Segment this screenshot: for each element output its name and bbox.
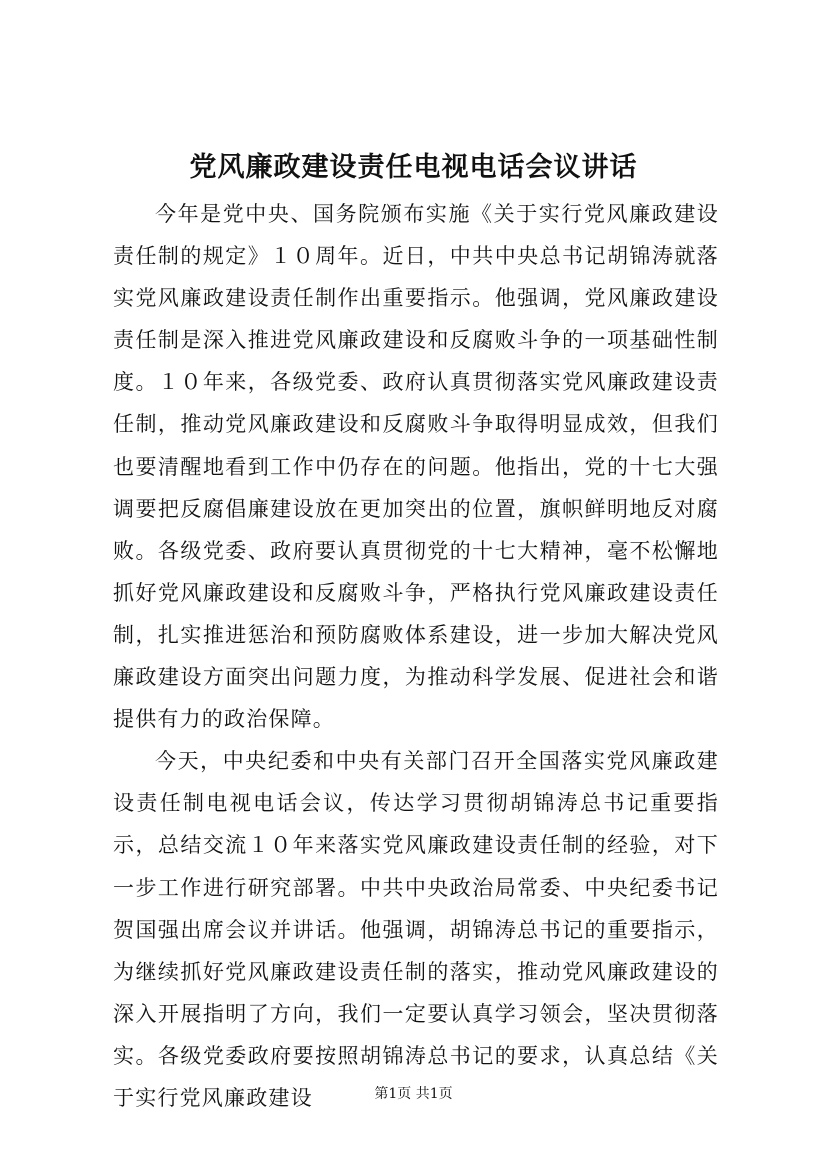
paragraph-1: 今年是党中央、国务院颁布实施《关于实行党风廉政建设责任制的规定》１０周年。近日，中共中央总书记胡锦涛就落实党风廉政建设责任制作出重要指示。他强调，党风廉政建设责任制是深入推进党风廉政建设和反腐败斗争的一项基础性制度。１０年来，各级党委、政府认真贯彻落实党风廉政建设责任制，推动党风廉政建设和反腐败斗争取得明显成效，但我们也要清醒地看到工作中仍存在的问题。他指出，党的十七大强调要把反腐倡廉建设放在更加突出的位置，旗帜鲜明地反对腐败。各级党委、政府要认真贯彻党的十七大精神，毫不松懈地抓好党风廉政建设和反腐败斗争，严格执行党风廉政建设责任制，扎实推进惩治和预防腐败体系建设，进一步加大解决党风廉政建设方面突出问题力度，为推动科学发展、促进社会和谐提供有力的政治保障。 (113, 202, 719, 732)
document-title: 党风廉政建设责任电视电话会议讲话 (189, 152, 638, 183)
document-body (113, 193, 719, 1119)
page-footer: 第1页 共1页 (374, 1086, 453, 1102)
paragraph-2: 今天，中央纪委和中央有关部门召开全国落实党风廉政建设责任制电视电话会议，传达学习贯彻胡锦涛总书记重要指示，总结交流１０年来落实党风廉政建设责任制的经验，对下一步工作进行研究部署。中共中央政治局常委、中央纪委书记贺国强出席会议并讲话。他强调，胡锦涛总书记的重要指示，为继续抓好党风廉政建设责任制的落实，推动党风廉政建设的深入开展指明了方向，我们一定要认真学习领会，坚决贯彻落实。各级党委政府要按照胡锦涛总书记的要求，认真总结《关于实行党风廉政建设 (113, 749, 719, 1110)
